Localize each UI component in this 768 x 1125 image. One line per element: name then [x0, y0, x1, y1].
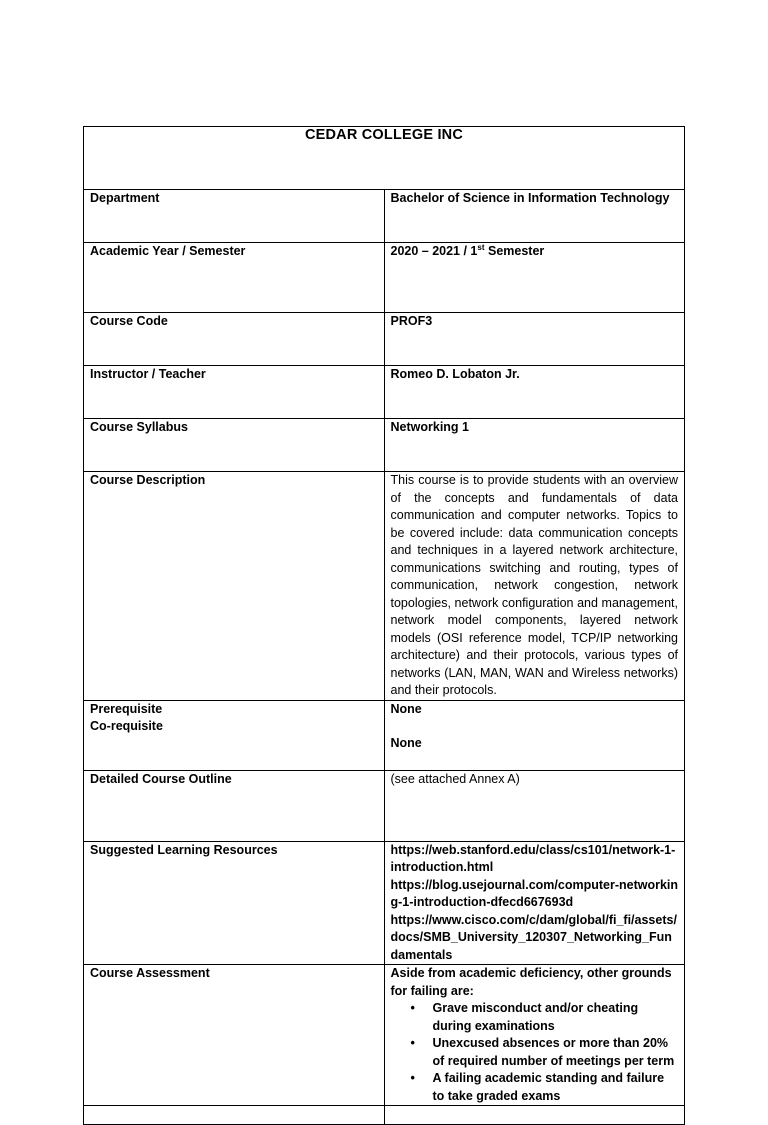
outline-row: [84, 770, 685, 841]
prerequisite-values: [384, 700, 685, 770]
outline-label: Detailed Course Outline: [84, 770, 385, 841]
assessment-intro: Aside from academic deficiency, other grounds for failing are:: [390, 966, 672, 998]
empty-cell: [384, 1106, 685, 1125]
resource-link[interactable]: https://www.cisco.com/c/dam/global/fi_fi/assets/docs/SMB_University_120307_Networking_Fundamentals: [390, 912, 677, 962]
resources-value: [384, 841, 685, 965]
title-row: [84, 127, 685, 190]
empty-cell: [84, 1106, 385, 1125]
instructor-row: [84, 366, 685, 419]
resources-row: [84, 841, 685, 965]
description-row: [84, 472, 685, 701]
assessment-value: [384, 965, 685, 1106]
list-item: • Unexcused absences or more than 20% of required number of meetings per term: [433, 1035, 679, 1070]
title-cell: [84, 127, 685, 190]
academic-year-row: [84, 243, 685, 313]
prerequisite-label: Prerequisite: [90, 701, 163, 716]
resources-label: Suggested Learning Resources: [84, 841, 385, 965]
course-code-value: PROF3: [384, 313, 685, 366]
resource-link[interactable]: https://web.stanford.edu/class/cs101/network-1-introduction.html: [390, 842, 676, 874]
institution-title: CEDAR COLLEGE INC: [304, 127, 464, 143]
semester-text: Semester: [484, 244, 545, 258]
syllabus-row: [84, 419, 685, 472]
list-item: • Grave misconduct and/or cheating during examinations: [433, 1000, 679, 1035]
course-code-label: Course Code: [84, 313, 385, 366]
instructor-label: Instructor / Teacher: [84, 366, 385, 419]
syllabus-label: Course Syllabus: [84, 419, 385, 472]
prerequisite-labels: [84, 700, 385, 770]
course-code-row: [84, 313, 685, 366]
syllabus-table: [83, 126, 685, 1125]
list-item: • A failing academic standing and failure to take graded exams: [433, 1070, 679, 1105]
description-label: Course Description: [84, 472, 385, 701]
empty-row: [84, 1106, 685, 1125]
assessment-row: [84, 965, 685, 1106]
instructor-value: Romeo D. Lobaton Jr.: [384, 366, 685, 419]
academic-year-text: 2020 – 2021 / 1: [390, 244, 478, 258]
assessment-label: Course Assessment: [84, 965, 385, 1106]
prerequisite-value: None: [390, 701, 422, 716]
department-row: [84, 190, 685, 243]
corequisite-label: Co-requisite: [90, 719, 163, 733]
syllabus-value: Networking 1: [384, 419, 685, 472]
outline-value: (see attached Annex A): [384, 770, 685, 841]
department-value: Bachelor of Science in Information Technology: [384, 190, 685, 243]
academic-year-value: [384, 243, 685, 313]
failing-grounds-list: [391, 1000, 679, 1105]
semester-ordinal: st: [477, 242, 485, 252]
description-value: This course is to provide students with an overview of the concepts and fundamentals of data communication and computer networks. Topics to be covered include: data communication concepts and techniques in a layered network architecture, communications switching and routing, types of communication, network congestion, network topologies, network configuration and management, network model components, layered network models (OSI reference model, TCP/IP networking architecture) and their protocols, various types of networks (LAN, MAN, WAN and Wireless networks) and their protocols.: [384, 472, 685, 701]
corequisite-value: None: [390, 736, 422, 750]
department-label: Department: [84, 190, 385, 243]
prerequisite-row: [84, 700, 685, 770]
academic-year-label: Academic Year / Semester: [84, 243, 385, 313]
resource-link[interactable]: https://blog.usejournal.com/computer-networking-1-introduction-dfecd667693d: [390, 877, 679, 909]
